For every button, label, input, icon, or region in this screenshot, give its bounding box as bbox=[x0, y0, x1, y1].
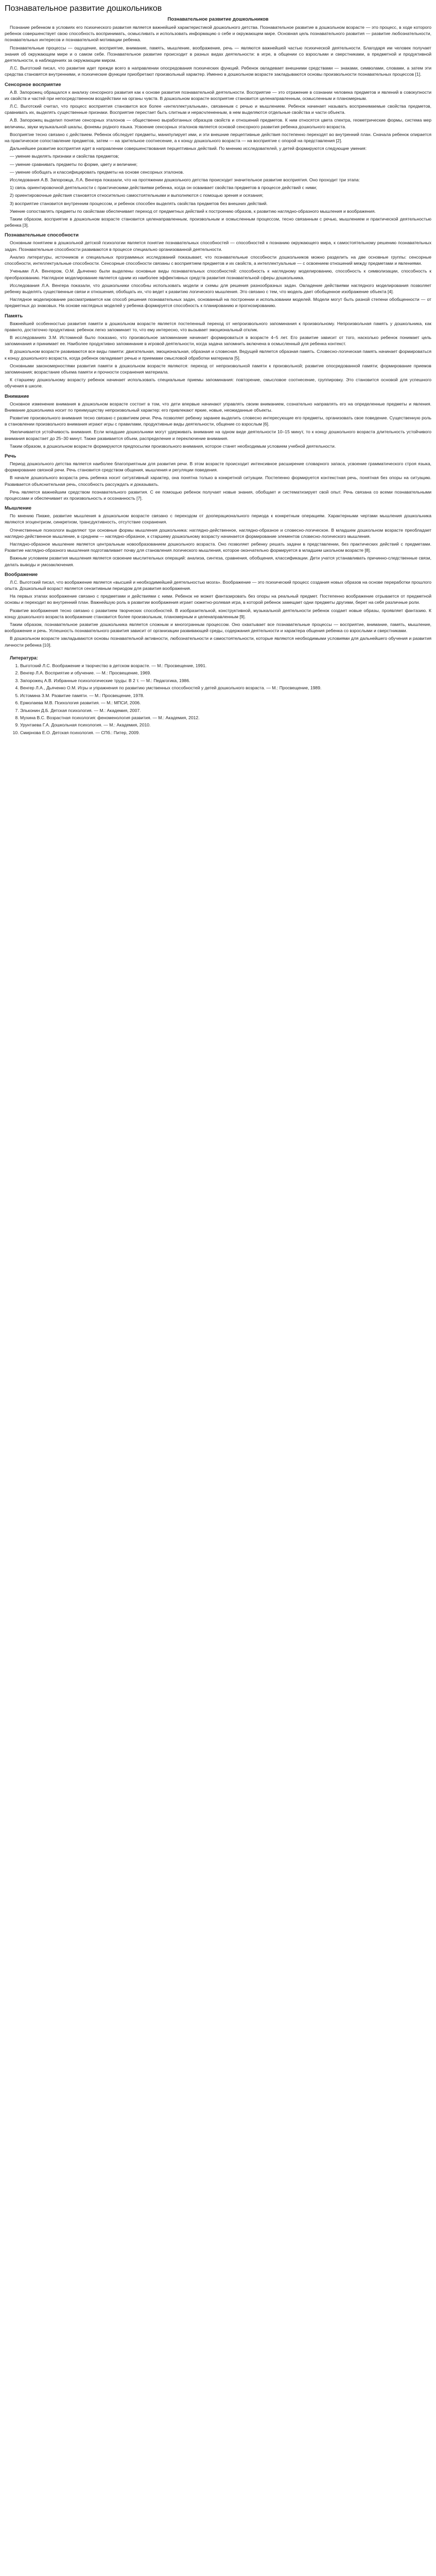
paragraph: Исследования А.В. Запорожца, Л.А. Венгера показали, что на протяжении дошкольного детства происходит значительное развитие восприятия. Оно проходит три этапа: bbox=[10, 177, 360, 183]
paragraph: 1) связь ориентировочной деятельности с практическими действиями ребенка, когда он осваивает свойства предметов в процессе действий с ними; bbox=[10, 185, 317, 191]
paragraph: Развитие воображения тесно связано с развитием творческих способностей. В изобразительной, конструктивной, музыкальной деятельности ребенок создает новые образы, проявляет фантазию. К концу дошкольного возраста воображение становится более произвольным, планомерным и целенаправленным [9]. bbox=[5, 607, 431, 619]
paragraph: Познание ребенком в условиях его психического развития является важнейшей характеристикой дошкольного детства. Познавательное развитие в дошкольном возрасте — это процесс, в ходе которого ребенок совершенствует свою способность воспринимать, осмысливать и использовать информацию о себе и окружающем мире. Основная цель познавательного развития — развитие любознательности, познавательных интересов и познавательной мотивации ребенка. bbox=[5, 25, 431, 43]
paragraph: Таким образом, в дошкольном возрасте формируются предпосылки произвольного внимания, которое станет необходимым условием учебной деятельности. bbox=[10, 443, 336, 449]
paragraph: Период дошкольного детства является наиболее благоприятным для развития речи. В этом возрасте происходит интенсивное расширение словарного запаса, усвоение грамматического строя языка, формирование связной речи. Речь становится средством общения, мышления и регуляции поведения. bbox=[5, 461, 431, 473]
section-heading: Речь bbox=[5, 453, 16, 459]
literature-item: 6. Ермолаева М.В. Психология развития. — М.: МПСИ, 2006. bbox=[20, 700, 431, 706]
paragraph: В исследованиях З.М. Истоминой было показано, что произвольное запоминание начинает формироваться в возрасте 4–5 лет. Его развитие зависит от того, насколько ребенок понимает цель запоминания и принимает ее. Наиболее продуктивно запоминание в игровой деятельности, когда задача запомнить включена в осмысленный для ребенка контекст. bbox=[5, 334, 431, 347]
paragraph: В начале дошкольного возраста речь ребенка носит ситуативный характер, она понятна только в конкретной ситуации. Постепенно формируется контекстная речь, понятная без опоры на ситуацию. Развивается объяснительная речь, способность рассуждать и доказывать. bbox=[5, 475, 431, 487]
paragraph: Л.С. Выготский считал, что процесс восприятия становится все более «интеллектуальным», связанным с речью и мышлением. Ребенок начинает называть воспринимаемые свойства предметов, сравнивать их, выделять существенные признаки. Восприятие перестает быть слитным и нерасчлененным, в нем выделяются отдельные свойства и части объекта. bbox=[5, 104, 431, 115]
paragraph: Основным понятием в дошкольной детской психологии является понятие познавательных способностей — способностей к познанию окружающего мира, к самостоятельному решению познавательных задач. Познавательные способности развиваются в процессе специально организованной деятельности. bbox=[5, 240, 431, 252]
paragraph: Анализ литературы, источников и специальных программных исследований показывает, что познавательные способности дошкольников можно разделить на две основные группы: сенсорные способности, интеллектуальные способности. Сенсорные способности связаны с восприятием предметов и их свойств, а интеллектуальные — с освоением отношений между предметами и явлениями. bbox=[5, 254, 431, 266]
paragraph: Отечественные психологи выделяют три основные формы мышления дошкольника: наглядно-действенное, наглядно-образное и словесно-логическое. В младшем дошкольном возрасте преобладает наглядно-действенное мышление, в среднем — наглядно-образное, к старшему дошкольному возрасту начинается формирование элементов словесно-логического мышления. bbox=[5, 527, 431, 539]
paragraph: Увеличивается устойчивость внимания. Если младшие дошкольники могут удерживать внимание на одном виде деятельности 10–15 минут, то к концу дошкольного возраста длительность устойчивого внимания возрастает до 25–30 минут. Также развивается объем, распределение и переключение внимания. bbox=[5, 429, 431, 441]
section-heading: Внимание bbox=[5, 393, 29, 399]
paragraph: На первых этапах воображение связано с предметами и действиями с ними. Ребенок не может фантазировать без опоры на реальный предмет. Постепенно воображение отрывается от предметной основы и переходит во внутренний план. Важнейшую роль в развитии воображения играет сюжетно-ролевая игра, в которой ребенок замещает одни предметы другими, берет на себя различные роли. bbox=[5, 594, 431, 605]
literature-item: 2. Венгер Л.А. Восприятие и обучение. — М.: Просвещение, 1969. bbox=[20, 670, 431, 676]
paragraph: Л.С. Выготский писал, что воображение является «высшей и необходимейшей деятельностью мозга». Воображение — это психический процесс создания новых образов на основе переработки прошлого опыта. Дошкольный возраст является сензитивным периодом для развития воображения. bbox=[5, 579, 431, 591]
literature-item: 4. Венгер Л.А., Дьяченко О.М. Игры и упражнения по развитию умственных способностей у детей дошкольного возраста. — М.: Просвещение, 1989. bbox=[20, 685, 431, 691]
paragraph: Восприятие тесно связано с действием. Ребенок обследует предметы, манипулирует ими, и эти внешние перцептивные действия постепенно переходят во внутренний план. Сначала ребенок опирается на практическое сопоставление предметов, затем — на зрительное соотнесение, а к концу дошкольного возраста — на восприятие с опорой на представления [2]. bbox=[5, 131, 431, 144]
paragraph: Важным условием развития мышления является освоение мыслительных операций: анализа, синтеза, сравнения, обобщения, классификации. Дети учатся устанавливать причинно-следственные связи, делать выводы и умозаключения. bbox=[5, 555, 431, 567]
paragraph: В дошкольном возрасте закладываются основы познавательной активности, любознательности и самостоятельности, которые являются необходимыми условиями для дальнейшего обучения и развития личности ребенка [10]. bbox=[5, 636, 431, 648]
paragraph: По мнению Пиаже, развитие мышления в дошкольном возрасте связано с переходом от дооперационального периода к конкретным операциям. Характерными чертами мышления дошкольника являются эгоцентризм, синкретизм, трансдуктивность, отсутствие сохранения. bbox=[5, 513, 431, 525]
paragraph: Умение сопоставлять предметы по свойствам обеспечивает переход от предметных действий к построению образов, к развитию наглядно-образного мышления и воображения. bbox=[10, 208, 376, 214]
literature-item: 10. Смирнова Е.О. Детская психология. — СПб.: Питер, 2009. bbox=[20, 730, 431, 736]
paragraph: — умение сравнивать предметы по форме, цвету и величине; bbox=[10, 161, 138, 167]
literature-item: 8. Мухина В.С. Возрастная психология: феноменология развития. — М.: Академия, 2012. bbox=[20, 715, 431, 721]
paragraph: Развитие произвольного внимания тесно связано с развитием речи. Речь позволяет ребенку заранее выделить словесно интересующие его предметы, организовать свое поведение. Существенную роль в становлении произвольного внимания играют игры с правилами, продуктивные виды деятельности, общение со взрослым [6]. bbox=[5, 415, 431, 427]
section-heading: Сенсорное восприятие bbox=[5, 81, 61, 88]
paragraph: Исследования Л.А. Венгера показали, что дошкольники способны использовать модели и схемы для решения разнообразных задач. Овладение действиями наглядного моделирования позволяет ребенку выделять существенные связи и отношения, обобщать их, что ведет к развитию логического мышления. Это связано с тем, что модель дает обобщенное изображение объекта [4]. bbox=[5, 282, 431, 294]
document-title: Познавательное развитие дошкольников bbox=[5, 4, 162, 13]
section-heading: Познавательные способности bbox=[5, 232, 79, 239]
paragraph: Основное изменение внимания в дошкольном возрасте состоит в том, что дети впервые начинают управлять своим вниманием, сознательно направлять его на определенные предметы и явления. Внимание дошкольника носит по преимуществу непроизвольный характер: его привлекают яркие, новые, неожиданные объекты. bbox=[5, 401, 431, 413]
paragraph: Таким образом, познавательное развитие дошкольника является сложным и многогранным процессом. Оно охватывает все познавательные процессы — восприятие, внимание, память, мышление, воображение и речь. Успешность познавательного развития зависит от организации развивающей среды, содержания деятельности и характера общения ребенка со взрослыми и сверстниками. bbox=[5, 622, 431, 634]
literature-item: 3. Запорожец А.В. Избранные психологические труды: В 2 т. — М.: Педагогика, 1986. bbox=[20, 677, 431, 684]
paragraph: К старшему дошкольному возрасту ребенок начинает использовать специальные приемы запоминания: повторение, смысловое соотнесение, группировку. Это становится основой для успешного обучения в школе. bbox=[5, 377, 431, 389]
paragraph: А.В. Запорожец обращался к анализу сенсорного развития как к основе развития познавательной деятельности. Восприятие — это отражение в сознании человека предметов и явлений в совокупности их свойств и частей при непосредственном воздействии на органы чувств. В дошкольном возрасте восприятие становится целенаправленным, осмысленным и планомерным. bbox=[5, 89, 431, 101]
paragraph: Важнейшей особенностью развития памяти в дошкольном возрасте является постепенный переход от непроизвольного запоминания к произвольному. Непроизвольная память у дошкольника, как правило, достаточно продуктивна: ребенок легко запоминает то, что ему интересно, что вызывает эмоциональный отклик. bbox=[5, 320, 431, 332]
article-title: Познавательное развитие дошкольников bbox=[167, 16, 269, 22]
literature-list bbox=[5, 663, 431, 736]
paragraph: Дальнейшее развитие восприятия идет в направлении совершенствования перцептивных действий. По мнению исследователей, у детей формируются следующие умения: bbox=[10, 146, 367, 151]
literature-item: 7. Эльконин Д.Б. Детская психология. — М.: Академия, 2007. bbox=[20, 707, 431, 714]
page bbox=[0, 0, 436, 757]
paragraph: В дошкольном возрасте развиваются все виды памяти: двигательная, эмоциональная, образная и словесная. Ведущей является образная память. Словесно-логическая память начинает формироваться к концу дошкольного возраста, когда ребенок овладевает речью и приемами смысловой обработки материала [5]. bbox=[5, 349, 431, 361]
paragraph: — умение обобщать и классифицировать предметы на основе сенсорных эталонов. bbox=[10, 169, 184, 175]
paragraph: Наглядно-образное мышление является центральным новообразованием дошкольного возраста. Оно позволяет ребенку решать задачи в представлении, без практических действий с предметами. Развитие наглядно-образного мышления подготавливает почву для становления логического мышления, которое окончательно формируется в младшем школьном возрасте [8]. bbox=[5, 541, 431, 553]
section-heading: Память bbox=[5, 313, 23, 319]
section-heading: Мышление bbox=[5, 505, 31, 512]
paragraph: Познавательные процессы — ощущение, восприятие, внимание, память, мышление, воображение, речь — являются важнейшей частью психической деятельности. Благодаря им человек получает знания об окружающем мире и о самом себе. Познавательное развитие происходит в разных видах деятельности: в игре, в общении со взрослыми и сверстниками, в предметной и продуктивной деятельности, в наблюдениях за окружающим миром. bbox=[5, 45, 431, 63]
paragraph: 2) ориентировочные действия становятся относительно самостоятельными и выполняются с помощью зрения и осязания; bbox=[10, 193, 264, 198]
paragraph: Л.С. Выготский писал, что развитие идет прежде всего в направлении опосредования психических функций. Ребенок овладевает внешними средствами — знаками, символами, словами, а затем эти средства становятся внутренними, и психические функции приобретают произвольный характер. Именно в дошкольном возрасте закладываются основы произвольности познавательных процессов [1]. bbox=[5, 65, 431, 77]
literature-item: 9. Урунтаева Г.А. Дошкольная психология. — М.: Академия, 2010. bbox=[20, 722, 431, 728]
article-body bbox=[5, 24, 431, 648]
paragraph: 3) восприятие становится внутренним процессом, и ребенок способен выделять свойства предметов без внешних действий. bbox=[10, 200, 268, 206]
literature-heading: Литература: bbox=[10, 655, 38, 660]
paragraph: Наглядное моделирование рассматривается как способ решения познавательных задач, основанный на построении и использовании моделей. Модели могут быть разной степени обобщенности — от предметных до знаковых. На основе наглядных моделей у ребенка формируется способность к планированию и прогнозированию. bbox=[5, 297, 431, 309]
section-heading: Воображение bbox=[5, 571, 38, 578]
paragraph: Речь является важнейшим средством познавательного развития. С ее помощью ребенок получает новые знания, обобщает и систематизирует свой опыт. Речь связана со всеми познавательными процессами и обеспечивает их произвольность и осознанность [7]. bbox=[5, 489, 431, 501]
paragraph: А.В. Запорожец выделил понятие сенсорных эталонов — общественно выработанных образцов свойств и отношений предметов. К ним относятся цвета спектра, геометрические формы, система мер величины, звуки музыкальной шкалы, фонемы родного языка. Усвоение сенсорных эталонов является основой сенсорного развития ребенка дошкольного возраста. bbox=[5, 117, 431, 129]
literature-item: 5. Истомина З.М. Развитие памяти. — М.: Просвещение, 1978. bbox=[20, 692, 431, 699]
paragraph: — умение выделять признаки и свойства предметов; bbox=[10, 154, 119, 159]
literature-item: 1. Выготский Л.С. Воображение и творчество в детском возрасте. — М.: Просвещение, 1991. bbox=[20, 663, 431, 669]
paragraph: Основными закономерностями развития памяти в дошкольном возрасте являются: переход от непроизвольной памяти к произвольной; развитие опосредованной памяти; формирование приемов запоминания; возрастание объема памяти и прочности сохранения материала. bbox=[5, 363, 431, 375]
paragraph: Таким образом, восприятие в дошкольном возрасте становится целенаправленным, произвольным и осмысленным процессом, тесно связанным с речью, мышлением и практической деятельностью ребенка [3]. bbox=[5, 216, 431, 228]
paragraph: Учеными Л.А. Венгером, О.М. Дьяченко были выделены основные виды познавательных способностей: способность к наглядному моделированию, способность к символизации, способность к преобразованию. Наглядное моделирование является одним из наиболее эффективных средств развития познавательной сферы дошкольника. bbox=[5, 268, 431, 280]
